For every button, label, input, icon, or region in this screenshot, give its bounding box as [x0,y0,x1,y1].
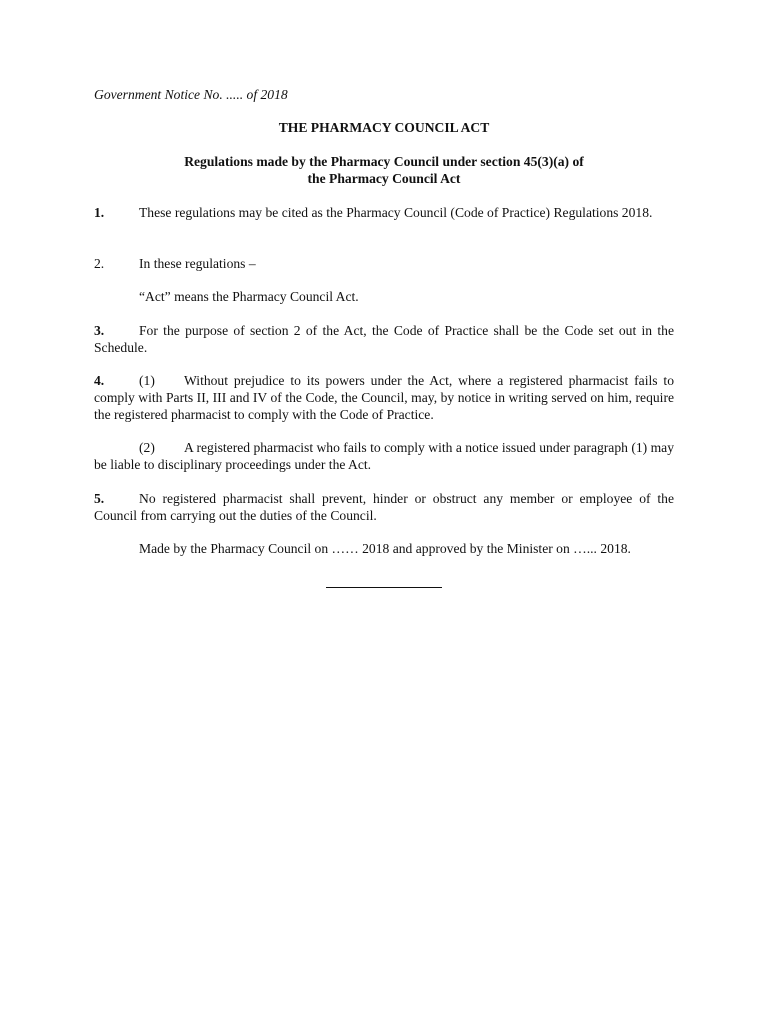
regulation-4-1 [94,373,674,423]
regulation-number: 5. [94,491,105,506]
regulation-5 [94,491,674,525]
regulation-number: 4. [94,373,105,388]
regulation-1 [94,205,674,222]
regulation-number: 1. [94,205,105,220]
subsection-number: (1) [139,373,155,388]
regulation-text: These regulations may be cited as the Pharmacy Council (Code of Practice) Regulations 2018. [139,205,653,220]
regulation-4-2 [94,440,674,474]
document-title: THE PHARMACY COUNCIL ACT [278,120,490,135]
regulation-text: In these regulations – [139,256,256,271]
regulation-number: 2. [94,256,105,271]
regulation-text: A registered pharmacist who fails to comply with a notice issued under paragraph (1) may be liable to disciplinary proceedings under the Act. [94,440,674,472]
end-divider [326,587,442,588]
regulation-text: No registered pharmacist shall prevent, hinder or obstruct any member or employee of the Council from carrying out the duties of the Council. [94,491,674,523]
regulation-2 [94,256,674,273]
closing-statement: Made by the Pharmacy Council on …… 2018 and approved by the Minister on …... 2018. [139,541,631,556]
document-subtitle [94,154,674,188]
regulation-text: For the purpose of section 2 of the Act, the Code of Practice shall be the Code set out in the Schedule. [94,323,674,355]
subtitle-line-1: Regulations made by the Pharmacy Council under section 45(3)(a) of [184,154,584,169]
regulation-3 [94,323,674,357]
government-notice: Government Notice No. ..... of 2018 [94,87,288,102]
subtitle-line-2: the Pharmacy Council Act [307,170,461,186]
definition-act: “Act” means the Pharmacy Council Act. [139,289,359,304]
subsection-number: (2) [139,440,155,455]
regulation-number: 3. [94,323,105,338]
regulation-text: Without prejudice to its powers under the Act, where a registered pharmacist fails to comply with Parts II, III and IV of the Code, the Council, may, by notice in writing served on him, require the registered pharmacist to comply with the Code of Practice. [94,373,674,422]
